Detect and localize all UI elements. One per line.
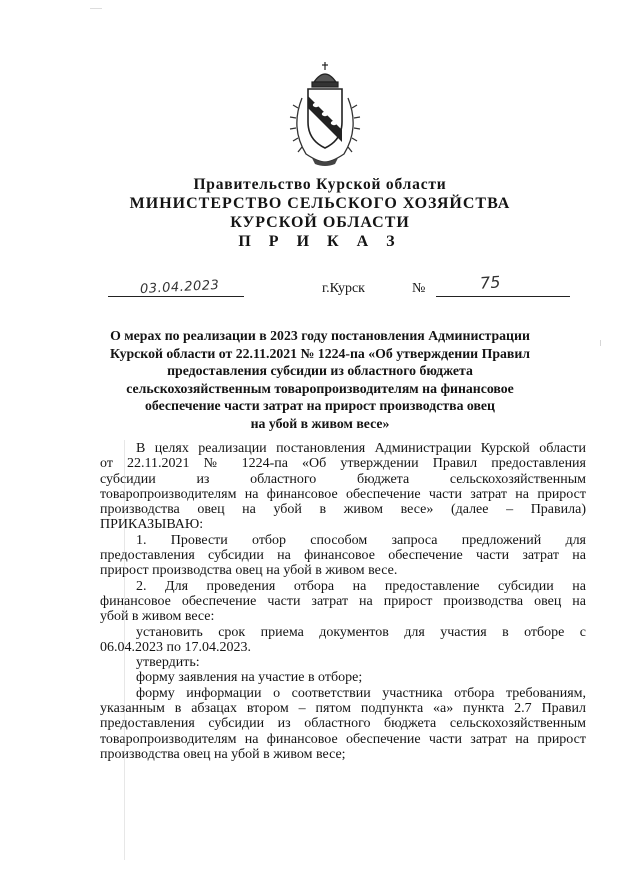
body-line: субсидии из областного бюджета сельскохозяйственным — [100, 471, 586, 487]
scan-artifact — [90, 8, 102, 9]
government-heading: Правительство Курской области — [193, 176, 447, 193]
body-line: В целях реализации постановления Администрации Курской области — [136, 441, 586, 456]
body-line: ПРИКАЗЫВАЮ: — [100, 517, 204, 533]
order-body-text — [100, 441, 586, 762]
handwritten-order-number: 75 — [479, 272, 501, 293]
body-line: указанным в абзацах втором – пятом подпункта «а» пункта 2.7 Правил — [100, 701, 586, 717]
subject-line: предоставления субсидии из областного бюджета — [167, 363, 473, 378]
body-line: производства овец на убой в живом весе; — [100, 746, 346, 762]
subject-line: О мерах по реализации в 2023 году постановления Администрации — [110, 328, 530, 343]
body-line: прирост производства овец на убой в живом весе. — [100, 563, 398, 579]
body-line: форму заявления на участие в отборе; — [136, 670, 363, 686]
order-subject-title — [100, 327, 540, 432]
scan-artifact — [124, 440, 125, 860]
body-line: 06.04.2023 по 17.04.2023. — [100, 639, 251, 655]
subject-line: на убой в живом весе» — [250, 415, 390, 431]
number-sign: № — [412, 281, 426, 296]
body-line: 1. Провести отбор способом запроса предложений для — [136, 532, 586, 548]
kursk-coat-of-arms-emblem — [288, 58, 362, 168]
ministry-title-line1: МИНИСТЕРСТВО СЕЛЬСКОГО ХОЗЯЙСТВА — [129, 195, 511, 212]
city-label: г.Курск — [322, 281, 365, 296]
scan-artifact — [600, 340, 601, 346]
number-underline — [436, 284, 570, 297]
body-line: товаропроизводителям на финансовое обеспечение части затрат на прирост — [100, 731, 586, 747]
document-type-heading: П Р И К А З — [238, 233, 402, 250]
subject-line: сельскохозяйственным товаропроизводителям на финансовое — [126, 380, 514, 396]
handwritten-date: 03.04.2023 — [139, 277, 220, 298]
subject-line: Курской области от 22.11.2021 № 1224-па «Об утверждении Правил — [109, 345, 531, 361]
body-line: финансовое обеспечение части затрат на прирост производства овец на — [100, 593, 586, 609]
body-line: товаропроизводителям на финансовое обеспечение части затрат на прирост — [100, 486, 586, 502]
body-line: форму информации о соответствии участника отбора требованиям, — [136, 685, 586, 701]
ministry-title-line2: КУРСКОЙ ОБЛАСТИ — [230, 214, 410, 231]
body-line: установить срок приема документов для участия в отборе с — [136, 624, 586, 640]
subject-line: обеспечение части затрат на прирост производства овец — [144, 398, 495, 413]
body-line: убой в живом весе: — [100, 609, 215, 625]
body-line: от 22.11.2021 № 1224-па «Об утверждении Правил предоставления — [100, 456, 586, 472]
body-line: 2. Для проведения отбора на предоставление субсидии на — [136, 578, 586, 594]
body-line: утвердить: — [136, 655, 200, 671]
body-line: предоставления субсидии из областного бюджета сельскохозяйственным — [100, 716, 586, 732]
body-line: предоставления субсидии на финансовое обеспечение части затрат на — [100, 548, 586, 564]
body-line: производства овец на убой в живом весе» (далее – Правила) — [100, 502, 586, 518]
